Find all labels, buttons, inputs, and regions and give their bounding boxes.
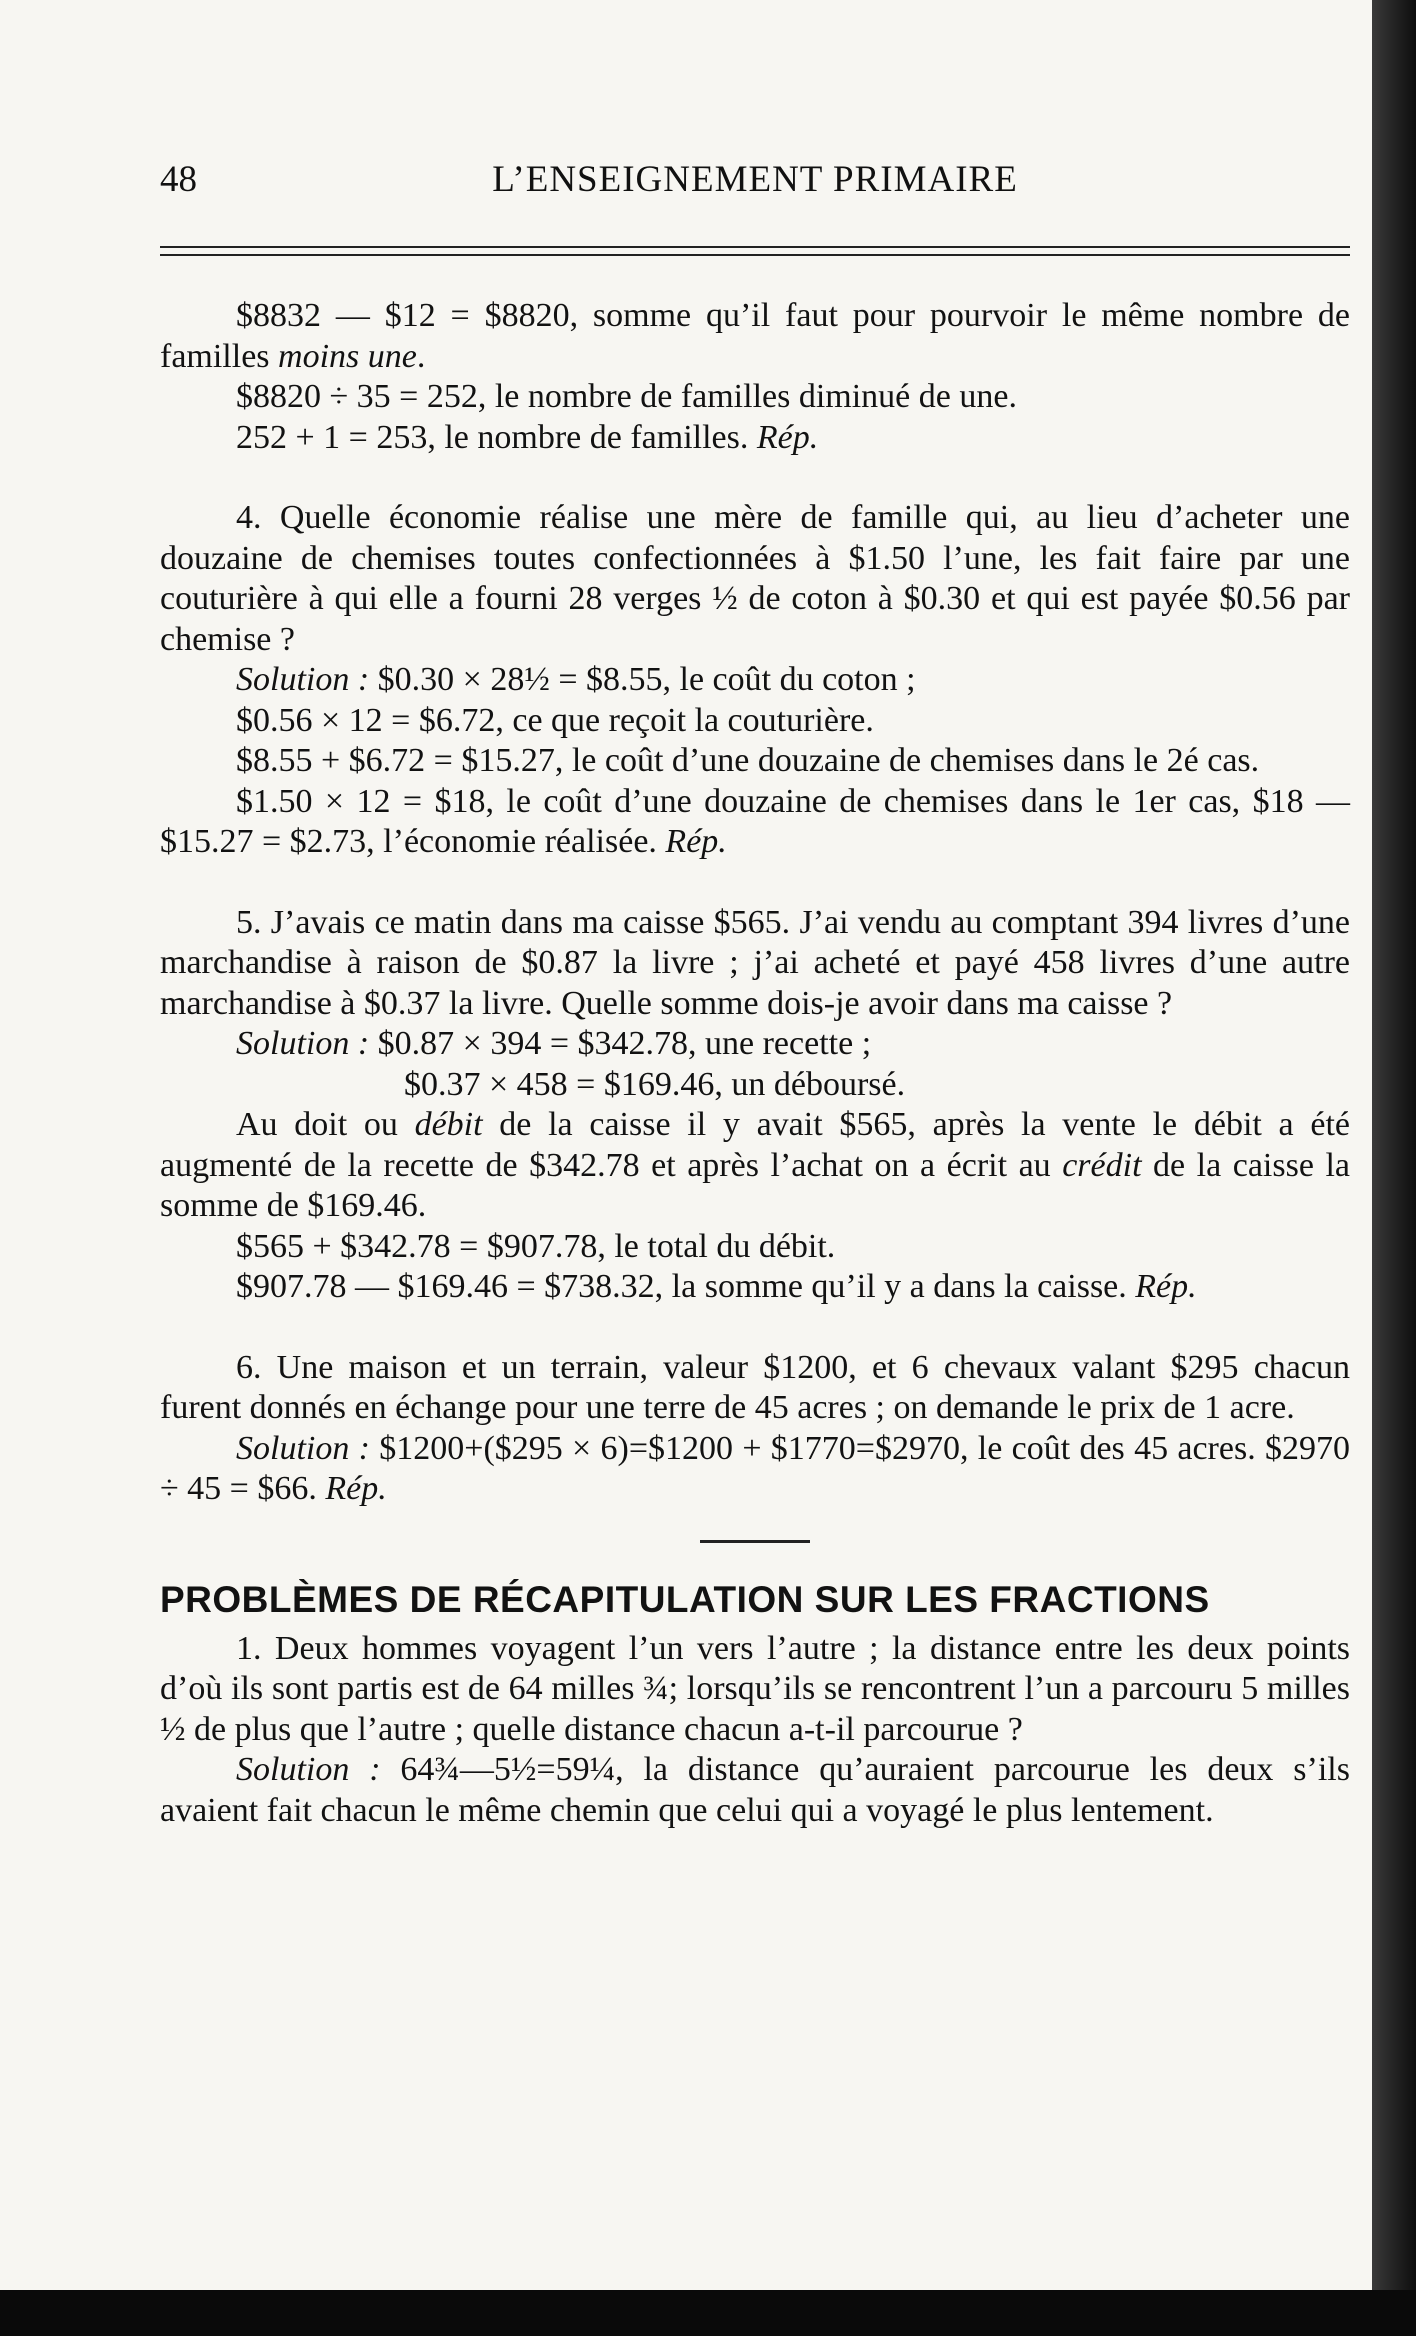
- problem-4-solution-4: $1.50 × 12 = $18, le coût d’une douzaine de chemises dans le 1er cas, $18 — $15.27 = $2.73, l’économie réalisée. Rép.: [160, 782, 1350, 860]
- problem-5-solution-5: $907.78 — $169.46 = $738.32, la somme qu’il y a dans la caisse. Rép.: [236, 1268, 1197, 1305]
- problem-4-solution-1: Solution : $0.30 × 28½ = $8.55, le coût du coton ;: [236, 661, 916, 698]
- problem-5-solution-4: $565 + $342.78 = $907.78, le total du débit.: [236, 1227, 836, 1265]
- section-title: PROBLÈMES DE RÉCAPITULATION SUR LES FRACTIONS: [160, 1578, 1210, 1620]
- scan-bottom-border: [0, 2290, 1416, 2336]
- block1-line1: $8832 — $12 = $8820, somme qu’il faut pour pourvoir le même nombre de familles moins une.: [160, 297, 1350, 375]
- recap-problem-1-question: 1. Deux hommes voyagent l’un vers l’autre ; la distance entre les deux points d’où ils sont partis est de 64 milles ¾; lorsqu’ils se rencontrent l’un a parcouru 5 milles ½ de plus que l’autre ; quelle distance chacun a-t-il parcourue ?: [160, 1629, 1350, 1748]
- header-rule-bottom: [160, 254, 1350, 256]
- book-binding-edge: [1372, 0, 1416, 2290]
- recap-problem-1-solution: Solution : 64¾—5½=59¼, la distance qu’auraient parcourue les deux s’ils avaient fait chacun le même chemin que celui qui a voyagé le plus lentement.: [160, 1751, 1350, 1829]
- page-header: [160, 158, 1350, 208]
- header-rule-top: [160, 246, 1350, 248]
- problem-4-solution-2: $0.56 × 12 = $6.72, ce que reçoit la couturière.: [236, 701, 874, 739]
- section-divider: [700, 1540, 810, 1543]
- page-number: 48: [160, 159, 197, 200]
- block1-line2: $8820 ÷ 35 = 252, le nombre de familles diminué de une.: [236, 378, 1017, 415]
- problem-4-solution-3: $8.55 + $6.72 = $15.27, le coût d’une douzaine de chemises dans le 2é cas.: [236, 742, 1260, 779]
- problem-5-solution-3: Au doit ou débit de la caisse il y avait $565, après la vente le débit a été augmenté de la recette de $342.78 et après l’achat on a écrit au crédit de la caisse la somme de $169.46.: [160, 1106, 1350, 1224]
- problem-4-question: 4. Quelle économie réalise une mère de famille qui, au lieu d’acheter une douzaine de chemises toutes confectionnées à $1.50 l’une, les fait faire par une couturière à qui elle a fourni 28 verges ½ de coton à $0.30 et qui est payée $0.56 par chemise ?: [160, 499, 1350, 658]
- problem-6-solution: Solution : $1200+($295 × 6)=$1200 + $1770=$2970, le coût des 45 acres. $2970 ÷ 45 = $66. Rép.: [160, 1429, 1350, 1507]
- page-body: [160, 296, 1350, 1831]
- problem-5-solution-2: $0.37 × 458 = $169.46, un déboursé.: [404, 1065, 906, 1103]
- running-title: L’ENSEIGNEMENT PRIMAIRE: [492, 159, 1018, 200]
- block1-line3: 252 + 1 = 253, le nombre de familles. Rép.: [236, 418, 819, 456]
- problem-5-question: 5. J’avais ce matin dans ma caisse $565. J’ai vendu au comptant 394 livres d’une marchandise à raison de $0.87 la livre ; j’ai acheté et payé 458 livres d’une autre marchandise à $0.37 la livre. Quelle somme dois-je avoir dans ma caisse ?: [160, 903, 1350, 1022]
- problem-6-question: 6. Une maison et un terrain, valeur $1200, et 6 chevaux valant $295 chacun furent donnés en échange pour une terre de 45 acres ; on demande le prix de 1 acre.: [160, 1348, 1350, 1426]
- problem-5-solution-1: Solution : $0.87 × 394 = $342.78, une recette ;: [236, 1025, 872, 1062]
